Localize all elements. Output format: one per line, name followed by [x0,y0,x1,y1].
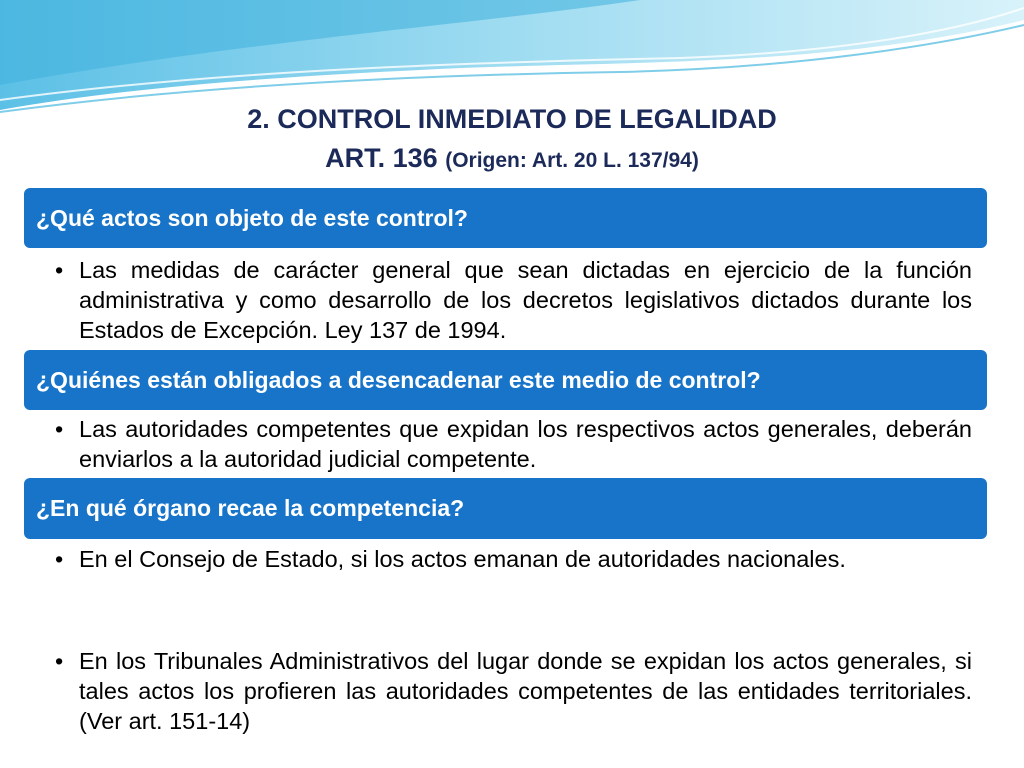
section-question: ¿En qué órgano recae la competencia? [36,495,465,521]
section-question: ¿Quiénes están obligados a desencadenar este medio de control? [36,366,761,393]
bullet-item [55,414,972,474]
section-question: ¿Qué actos son objeto de este control? [36,204,468,231]
bullet-icon: • [55,546,64,572]
bullet-item [55,646,972,736]
bullet-text: Las autoridades competentes que expidan los respectivos actos generales, deberán enviarlos a la autoridad judicial competente. [79,416,972,472]
page-subtitle [0,143,1024,174]
article-origin: (Origen: Art. 20 L. 137/94) [445,149,699,172]
section-header-objeto [24,188,987,248]
bullet-text: En los Tribunales Administrativos del lugar donde se expidan los actos generales, si tales actos los profieren las autoridades competentes de las entidades territoriales. (Ver art. 151-14) [79,648,972,734]
article-number: ART. 136 [325,143,438,173]
bullet-text: Las medidas de carácter general que sean dictadas en ejercicio de la función administrativa y como desarrollo de los decretos legislativos dictados durante los Estados de Excepción. Ley 137 de 1994. [79,257,972,343]
bullet-text: En el Consejo de Estado, si los actos emanan de autoridades nacionales. [79,546,846,572]
section-header-obligados [24,350,987,410]
bullet-icon: • [55,257,64,283]
page-title: 2. CONTROL INMEDIATO DE LEGALIDAD [247,104,777,134]
bullet-item [55,544,972,574]
bullet-icon: • [55,416,64,442]
bullet-icon: • [55,648,64,674]
bullet-item [55,255,972,345]
section-header-competencia [24,478,987,539]
